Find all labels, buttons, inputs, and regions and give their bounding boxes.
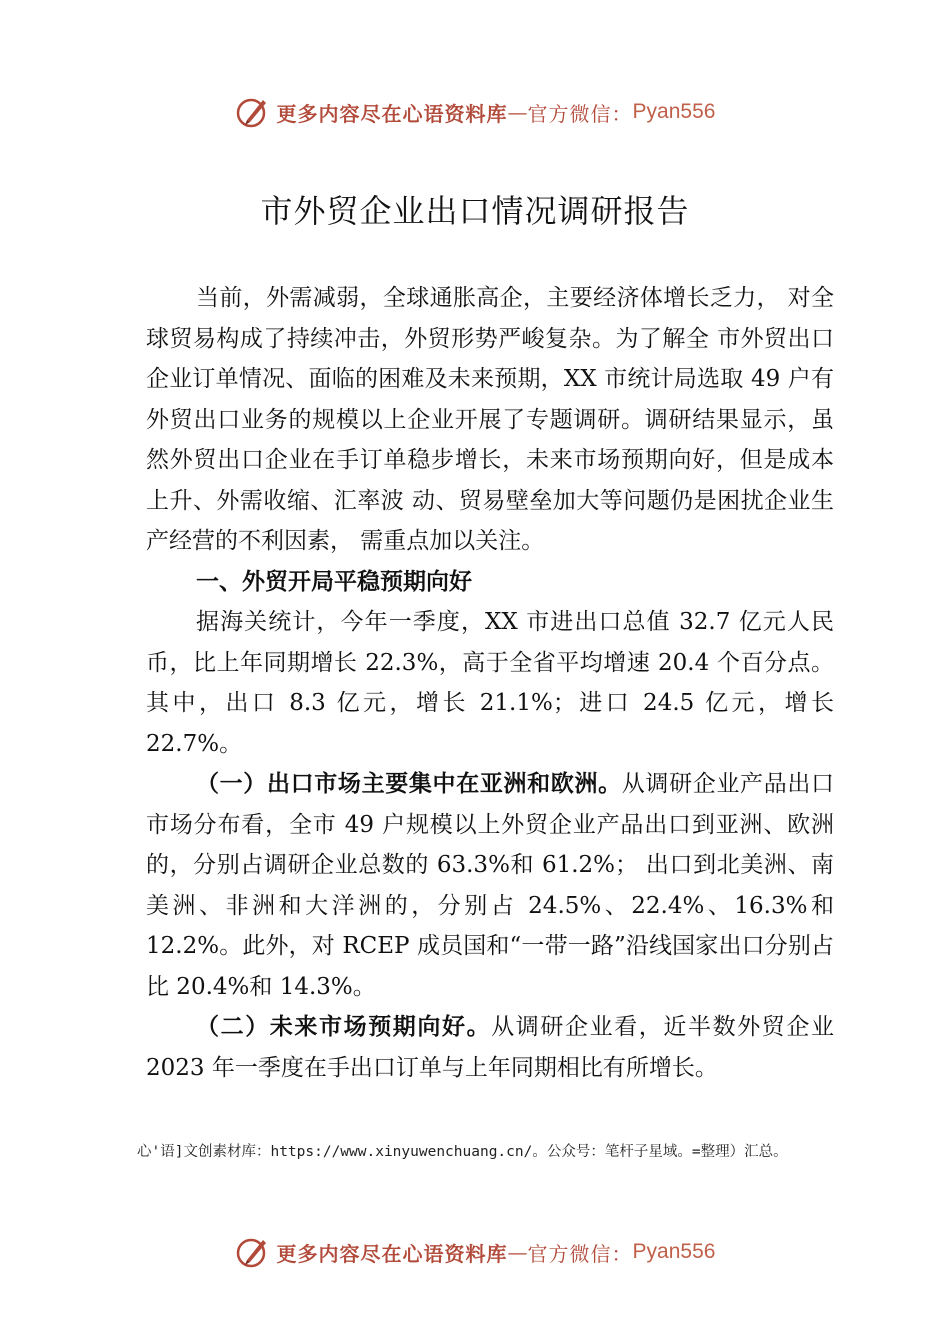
pen-logo-icon — [235, 1234, 271, 1270]
banner-wechat-id: Pyan556 — [632, 100, 716, 123]
banner-dash: — — [507, 1240, 528, 1264]
document-body — [146, 278, 834, 1088]
subsection2-text: 从调研企业看，近半数外贸企业 2023 年一季度在手出口订单与上年同期相比有所增长。 — [146, 1014, 835, 1081]
header-banner — [0, 92, 950, 132]
subsection2-paragraph — [146, 1007, 834, 1088]
banner-wechat-label: 官方微信： — [527, 1241, 633, 1266]
banner-wechat-label: 官方微信： — [527, 101, 633, 126]
pen-logo-icon — [235, 94, 271, 130]
intro-paragraph: 当前，外需减弱，全球通胀高企，主要经济体增长乏力， 对全球贸易构成了持续冲击，外贸形势严峻复杂。为了解全 市外贸出口企业订单情况、面临的困难及未来预期，XX 市统计局选取 49 户有外贸出口业务的规模以上企业开展了专题调研。调研结果显示，虽然外贸出口企业在手订单稳步增长，未来市场预期向好，但是成本上升、外需收缩、汇率波 动、贸易壁垒加大等问题仍是困扰企业生产经营的不利因素， 需重点加以关注。 — [146, 285, 834, 554]
subsection2-heading: （二）未来市场预期向好。 — [196, 1013, 492, 1040]
source-footnote: 心'语]文创素材库：https://www.xinyuwenchuang.cn/。公众号：笔杆子星域。=整理）汇总。 — [137, 1144, 788, 1160]
banner-text: 更多内容尽在心语资料库 — [276, 1241, 508, 1266]
section-heading: 一、外贸开局平稳预期向好 — [196, 568, 472, 595]
subsection1-text: 从调研企业产品出口市场分布看，全市 49 户规模以上外贸企业产品出口到亚洲、欧洲的，分别占调研企业总数的 63.3%和 61.2%； 出口到北美洲、南美洲、非洲和大洋洲的，分别占 24.5%、22.4%、16.3%和 12.2%。此外，对 RCEP 成员国和“一带一路”沿线国家出口分别占比 20.4%和 14.3%。 — [146, 771, 835, 1000]
banner-text: 更多内容尽在心语资料库 — [276, 101, 508, 126]
document-title: 市外贸企业出口情况调研报告 — [260, 192, 690, 230]
section1-paragraph: 据海关统计，今年一季度，XX 市进出口总值 32.7 亿元人民币，比上年同期增长 22.3%，高于全省平均增速 20.4 个百分点。其中，出口 8.3 亿元，增长 21.1%；进口 24.5 亿元，增长 22.7%。 — [146, 609, 834, 757]
banner-dash: — — [507, 100, 528, 124]
subsection1-paragraph — [146, 764, 834, 1007]
footer-banner — [0, 1232, 950, 1272]
banner-wechat-id: Pyan556 — [632, 1240, 716, 1263]
subsection1-heading: （一）出口市场主要集中在亚洲和欧洲。 — [196, 770, 622, 797]
